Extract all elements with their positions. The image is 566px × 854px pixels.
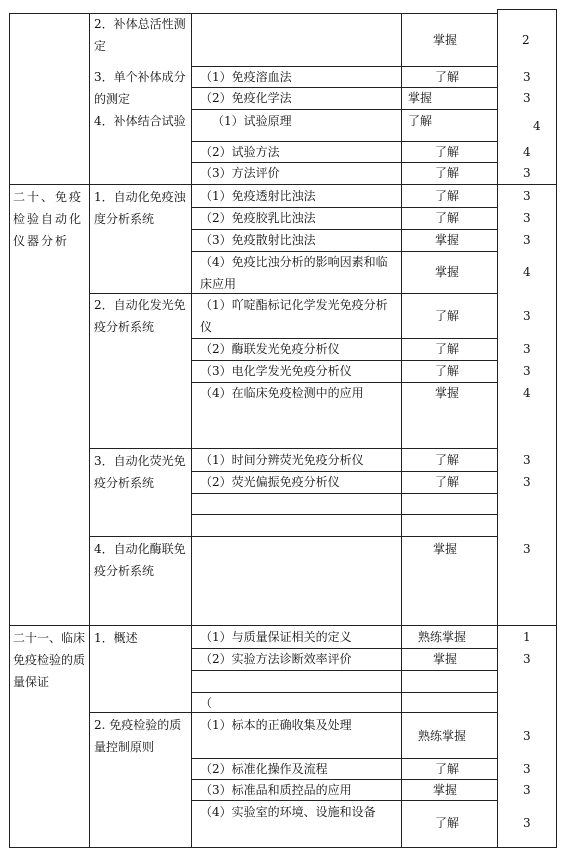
unit-cell: 二十一、临床免疫检验的质量保证 — [13, 631, 86, 689]
item-cell: （1）标本的正确收集及处理 — [200, 718, 352, 732]
hours-cell: 3 — [523, 816, 531, 830]
item-cell: （2）酶联发光免疫分析仪 — [200, 342, 340, 356]
content-cell: 2．自动化发光免疫分析系统 — [94, 298, 186, 334]
level-cell: 掌握 — [435, 265, 460, 279]
item-cell: （ — [200, 696, 213, 710]
divider — [9, 847, 557, 848]
hours-cell: 3 — [523, 652, 531, 666]
divider — [497, 9, 498, 848]
item-cell: （2）免疫胶乳比浊法 — [200, 211, 316, 225]
item-cell: （2）荧光偏振免疫分析仪 — [200, 475, 340, 489]
level-cell: 了解 — [435, 342, 460, 356]
divider — [191, 13, 192, 848]
item-cell: （4）免疫比浊分析的影响因素和临床应用 — [200, 255, 388, 291]
hours-cell: 3 — [523, 70, 531, 84]
item-cell: （2）实验方法诊断效率评价 — [200, 652, 352, 666]
level-cell: 了解 — [408, 114, 433, 128]
divider — [191, 670, 497, 671]
level-cell: 掌握 — [435, 386, 460, 400]
content-cell: 4．自动化酶联免疫分析系统 — [94, 542, 186, 578]
content-cell: 1．自动化免疫浊度分析系统 — [94, 190, 186, 226]
level-cell: 掌握 — [408, 91, 433, 105]
content-cell: 4．补体结合试验 — [94, 114, 186, 128]
hours-cell: 3 — [523, 475, 531, 489]
level-cell: 了解 — [435, 211, 460, 225]
divider — [191, 493, 497, 494]
item-cell: （4）实验室的环境、设施和设备 — [200, 805, 376, 819]
level-cell: 熟练掌握 — [418, 630, 467, 644]
hours-cell: 3 — [523, 342, 531, 356]
item-cell: （2）试验方法 — [200, 145, 280, 159]
divider — [497, 9, 557, 10]
divider — [191, 692, 497, 693]
divider — [191, 514, 497, 515]
divider — [89, 13, 90, 848]
level-cell: 掌握 — [433, 33, 458, 47]
level-cell: 了解 — [435, 816, 460, 830]
content-cell: 3．自动化荧光免疫分析系统 — [94, 454, 186, 490]
hours-cell: 3 — [523, 233, 531, 247]
level-cell: 掌握 — [433, 542, 458, 556]
hours-cell: 3 — [523, 91, 531, 105]
divider — [9, 13, 10, 848]
level-cell: 了解 — [435, 145, 460, 159]
item-cell: （4）在临床免疫检测中的应用 — [200, 386, 364, 400]
hours-cell: 3 — [523, 211, 531, 225]
divider — [9, 13, 497, 14]
level-cell: 掌握 — [435, 233, 460, 247]
divider — [89, 536, 497, 537]
item-cell: （3）方法评价 — [200, 166, 280, 180]
item-cell: （1）免疫溶血法 — [200, 70, 292, 84]
item-cell: （2）标准化操作及流程 — [200, 762, 328, 776]
level-cell: 了解 — [435, 166, 460, 180]
hours-cell: 3 — [523, 189, 531, 203]
item-cell: （3）标准品和质控品的应用 — [200, 783, 352, 797]
item-cell: （1）免疫透射比浊法 — [200, 189, 316, 203]
hours-cell: 3 — [523, 783, 531, 797]
hours-cell: 3 — [523, 309, 531, 323]
item-cell: （3）免疫散射比浊法 — [200, 233, 316, 247]
hours-cell: 1 — [523, 630, 531, 644]
item-cell: （3）电化学发光免疫分析仪 — [200, 364, 352, 378]
hours-cell: 2 — [522, 33, 530, 47]
hours-cell: 3 — [523, 762, 531, 776]
hours-cell: 3 — [523, 453, 531, 467]
item-cell: （1）吖啶酯标记化学发光免疫分析仪 — [200, 298, 388, 334]
level-cell: 了解 — [435, 309, 460, 323]
item-cell: （2）免疫化学法 — [200, 91, 292, 105]
hours-cell: 3 — [523, 729, 531, 743]
content-cell: 3．单个补体成分的测定 — [94, 70, 186, 106]
content-cell: 2. 免疫检验的质量控制原则 — [94, 718, 182, 754]
hours-cell: 3 — [523, 542, 531, 556]
divider — [401, 13, 402, 848]
hours-cell: 4 — [523, 386, 531, 400]
divider — [556, 9, 557, 848]
divider — [89, 712, 497, 713]
level-cell: 掌握 — [433, 783, 458, 797]
hours-cell: 4 — [523, 145, 531, 159]
hours-cell: 3 — [523, 166, 531, 180]
level-cell: 了解 — [435, 762, 460, 776]
level-cell: 了解 — [435, 475, 460, 489]
level-cell: 了解 — [435, 189, 460, 203]
content-cell: 2．补体总活性测定 — [94, 17, 186, 53]
level-cell: 熟练掌握 — [418, 729, 467, 743]
hours-cell: 4 — [533, 119, 541, 133]
level-cell: 了解 — [435, 70, 460, 84]
content-cell: 1．概述 — [94, 631, 138, 645]
level-cell: 掌握 — [433, 652, 458, 666]
unit-cell: 二十、免疫检验自动化仪器分析 — [13, 190, 84, 248]
item-cell: （1）时间分辨荧光免疫分析仪 — [200, 453, 364, 467]
hours-cell: 4 — [523, 265, 531, 279]
item-cell: （1）与质量保证相关的定义 — [200, 630, 352, 644]
hours-cell: 3 — [523, 364, 531, 378]
item-cell: （1）试验原理 — [212, 114, 292, 128]
level-cell: 了解 — [435, 364, 460, 378]
level-cell: 了解 — [435, 453, 460, 467]
